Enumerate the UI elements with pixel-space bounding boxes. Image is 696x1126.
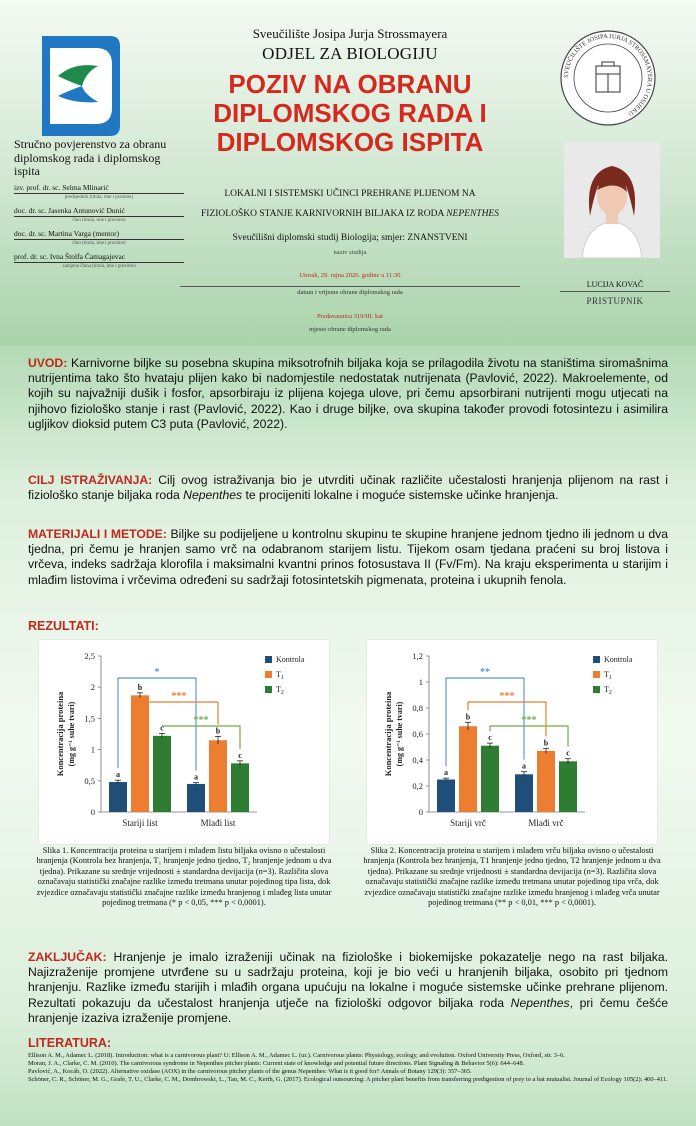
bar (109, 782, 127, 812)
legend-subscript: 1 (608, 675, 612, 681)
y-tick-label: 0,5 (84, 775, 95, 786)
significance-letter: a (116, 770, 120, 780)
intro-text: Karnivorne biljke su posebna skupina miksotrofnih biljaka koja se prilagodila životu na staništima siromašnima nutrijentima tako što hvataju plijen kako bi nadomjestile nedostatak nutrijenata (Pavlović, 2022). Makroelemente, od kojih su najvažniji dušik i fosfor, apsorbiraju iz plijena kojega ulove, pri čemu apsorbirani nutrijenti mogu utjecati na njihovo fiziološko stanje i rast (Pavlović, 2022). Kao i druge biljke, ova skupina također provodi fotosintezu i asimilira ugljikov dioksid putem C3 puta (Pavlović, 2022). (28, 356, 668, 431)
university-name: Sveučilište Josipa Jurja Strossmayera (252, 26, 448, 41)
aim-text: Cilj ovog istraživanja bio je utvrditi učinak različite učestalosti hranjenja plijenom na rast i fiziološko stanje biljaka roda (28, 473, 668, 503)
comparison-bracket (490, 726, 568, 747)
y-tick-label: 0 (90, 807, 95, 817)
committee-heading: Stručno povjerenstvo za obranu diplomskog rada i diplomskog ispita (14, 137, 167, 178)
legend-swatch (265, 671, 272, 678)
legend-label: Kontrola (276, 655, 305, 664)
y-tick-label: 1,5 (84, 713, 95, 724)
figure-2-caption: Slika 2. Koncentracija proteina u starijem i mlađem vrču biljaka ovisno o učestalosti hranjenja (Kontrola bez hranjenja, T1 hranjenje jedno tjedno, T2 hranjenje jednom u dva tjedna). Prikazane su srednje vrijednosti ± standardna devijacija (n=3). Različita slova označavaju statistički značajne razlike između tretmana unutar pojedinog tipa vrča, dok zvjezdice označavaju statistički značajne razlike između hranjenog i mlađeg vrča unutar pojedinog tretmana (** p < 0,01, *** p < 0,0001). (363, 846, 661, 908)
defense-room-label: mjesto obrane diplomskog rada (309, 326, 391, 333)
significance-letter: b (465, 712, 471, 722)
literature-item: Moran, J. A., Clarke, C. M. (2010). The carnivorous syndrome in Nepenthes pitcher plants: Current state of knowledge and potential future directions. Plant Signaling & Behavior 5(6): 644–648. (28, 1060, 525, 1067)
bar (537, 751, 555, 812)
thesis-title-line-2: FIZIOLOŠKO STANJE KARNIVORNIH BILJAKA IZ RODA NEPENTHES (201, 209, 499, 219)
y-axis-label: Koncentracija proteina (55, 691, 65, 777)
chart-2-box (366, 639, 658, 845)
legend-swatch (593, 656, 600, 663)
bar (187, 784, 205, 812)
literature-list (28, 1052, 668, 1084)
student-photo (564, 142, 660, 258)
legend-subscript: 2 (608, 690, 612, 696)
chart-1 (39, 640, 329, 844)
significance-letter: a (444, 768, 448, 778)
conclusion-text: Hranjenje je imalo izraženiji učinak na fiziološke i biokemijske pokazatelje nego na rast biljaka. Najizraženije promjene utvrđene su u sadržaju proteina, koji je bio veći u hranjenih biljaka, osobito pri tjednom hranjenju. Razlike između starijih i mlađih organa upućuju na lokalne i moguće sistemske učinke prehrane plijenom. Rezultati pokazuju da učestalost hranjenja utječe na fiziološki odgovor biljaka roda (28, 950, 669, 1010)
intro-section (28, 356, 668, 432)
title-line-1: POZIV NA OBRANU (228, 69, 472, 99)
thesis-genus: NEPENTHES (446, 209, 499, 219)
aim-heading: CILJ ISTRAŽIVANJA: (28, 473, 153, 487)
university-seal (558, 28, 658, 128)
literature-item: Pavlović, A., Kocáb, O. (2022). Alternative oxidase (AOX) in the carnivorous pitcher plants of the genus Nepenthes: What is it good for? Annals of Botany 129(3): 357–365. (28, 1068, 472, 1075)
literature-heading: LITERATURA: (28, 1036, 112, 1050)
bar (153, 736, 171, 812)
y-tick-label: 2,5 (84, 651, 95, 661)
member-role: zamjena člana (titula, ime i prezime) (62, 264, 136, 269)
conclusion-section (28, 950, 668, 1026)
y-tick-label: 1 (418, 677, 423, 687)
bar (559, 761, 577, 812)
y-tick-label: 0,8 (412, 703, 423, 713)
bar (231, 763, 249, 812)
methods-text: Biljke su podijeljene u kontrolnu skupinu te skupine hranjene jednom tjedno ili jednom u dva tjedna, pri čemu je hranjen samo vrč na odabranom starijem listu. Tijekom osam tjedana praćeni su broj listova i vrčeva, indeks sadržaja klorofila i maksimalni kvantni prinos fotosustava II (Fv/Fm). Na kraju eksperimenta u starijim i mlađim listovima i vrčevima određeni su sadržaji fotosintetskih pigmenata, proteina i ukupnih fenola. (28, 527, 669, 587)
legend-label: $T_2$ (604, 685, 612, 696)
comparison-bracket (162, 726, 240, 749)
y-tick-label: 2 (90, 682, 95, 693)
conclusion-heading: ZAKLJUČAK: (28, 950, 107, 964)
bar (459, 726, 477, 812)
comparison-stars: *** (521, 715, 537, 726)
comparison-stars: *** (193, 715, 209, 726)
y-tick-label: 0,2 (412, 781, 423, 791)
bar (131, 695, 149, 812)
defense-date: Utorak, 29. rujna 2026. godine u 11:30 (299, 272, 401, 279)
seal-text: SVEUČILIŠTE JOSIPA JURJA STROSSMAYERA U OSIJEKU (562, 32, 654, 118)
chart-1-box (38, 639, 330, 845)
y-tick-label: 0,4 (412, 755, 423, 765)
legend-swatch (265, 656, 272, 663)
comparison-stars: ** (480, 667, 490, 678)
legend-label: $T_1$ (276, 670, 284, 681)
comparison-stars: *** (171, 691, 187, 702)
chart-2 (367, 640, 657, 844)
significance-letter: b (137, 682, 143, 692)
conclusion-text-end: , pri čemu češće hranjenje izaziva izraženije promjene. (28, 995, 668, 1025)
title-line-2: DIPLOMSKOG RADA I (213, 98, 487, 128)
intro-heading: UVOD: (28, 356, 68, 370)
legend-label: Kontrola (604, 655, 633, 664)
x-category-label: Stariji list (122, 818, 158, 828)
methods-section (28, 527, 668, 588)
thesis-title-line-1: LOKALNI I SISTEMSKI UČINCI PREHRANE PLIJENOM NA (224, 189, 476, 199)
study-label: naziv studija (333, 249, 367, 256)
methods-heading: MATERIJALI I METODE: (28, 527, 167, 541)
legend-swatch (593, 686, 600, 693)
significance-letter: a (522, 761, 526, 771)
member-name: prof. dr. sc. Ivna Štolfa Čamagajevac (14, 252, 184, 263)
legend-subscript: 2 (280, 690, 284, 696)
significance-letter: c (488, 733, 492, 743)
member-role: član (titula, ime i prezime) (72, 241, 126, 246)
y-axis-label: Koncentracija proteina (383, 691, 393, 777)
x-category-label: Mlađi vrč (528, 818, 564, 828)
x-category-label: Mlađi list (200, 818, 236, 828)
member-role: predsjednik (titula, ime i prezime) (64, 195, 134, 200)
bar (481, 746, 499, 812)
member-name: doc. dr. sc. Jasenka Antunović Dunić (14, 206, 184, 217)
department-logo (36, 32, 122, 140)
results-heading: REZULTATI: (28, 619, 99, 633)
significance-letter: c (238, 750, 242, 760)
y-axis-unit: (mg g⁻¹ suhe tvari) (395, 701, 404, 767)
literature-item: Schöner, C. R., Schöner, M. G., Grafe, T. U., Clarke, C. M., Dombrowski, L., Tan, M. C., Kerth, G. (2017). Ecological outsourcing: A pitcher plant benefits from transferring predigestion of prey to a bat mutualist. Journal of Ecology 105(2): 400–411. (28, 1076, 668, 1083)
conclusion-genus: Nepenthes (510, 995, 570, 1010)
defense-date-label: datum i vrijeme obrane diplomskog rada (180, 286, 520, 296)
page-title (150, 70, 550, 157)
significance-letter: c (566, 748, 570, 758)
significance-letter: c (160, 723, 164, 733)
comparison-stars: * (154, 667, 160, 678)
legend-subscript: 1 (280, 675, 284, 681)
significance-letter: b (215, 726, 221, 736)
comparison-stars: *** (499, 691, 515, 702)
department-name: ODJEL ZA BIOLOGIJU (262, 44, 438, 63)
y-axis-unit: (mg g⁻¹ suhe tvari) (67, 701, 76, 767)
member-role: član (titula, ime i prezime) (72, 218, 126, 223)
y-tick-label: 1 (90, 744, 95, 755)
legend-label: $T_1$ (604, 670, 612, 681)
y-tick-label: 1,2 (412, 651, 423, 661)
committee-member (14, 206, 184, 223)
student-name: LUCIJA KOVAČ (560, 280, 670, 292)
legend-swatch (593, 671, 600, 678)
student-role: PRISTUPNIK (586, 296, 644, 306)
defense-room: Predavaonica 319/III. kat (317, 313, 383, 320)
aim-section (28, 473, 668, 503)
x-category-label: Stariji vrč (450, 818, 486, 828)
y-tick-label: 0 (418, 807, 423, 817)
member-name: doc. dr. sc. Martina Varga (mentor) (14, 229, 184, 240)
study-program: Sveučilišni diplomski studij Biologija; smjer: ZNANSTVENI (232, 233, 468, 243)
significance-letter: b (543, 738, 549, 748)
bar (209, 740, 227, 812)
committee-member (14, 183, 184, 200)
aim-genus: Nepenthes (183, 488, 243, 503)
legend-swatch (265, 686, 272, 693)
literature-item: Ellison A. M., Adamec L. (2018). Introduction: what is a carnivorous plant? U: Ellison A. M., Adamec L. (ur.). Carnivorous plants: Physiology, ecology, and evolution. Oxford University Press, Oxford, str. 3–6. (28, 1052, 565, 1059)
legend-label: $T_2$ (276, 685, 284, 696)
member-name: izv. prof. dr. sc. Selma Mlinarić (14, 183, 184, 194)
bar (437, 780, 455, 813)
significance-letter: a (194, 772, 198, 782)
bar (515, 774, 533, 812)
y-tick-label: 0,6 (412, 729, 423, 739)
title-line-3: DIPLOMSKOG ISPITA (216, 127, 484, 157)
committee-member (14, 252, 184, 269)
aim-text-end: te procijeniti lokalne i moguće sistemske učinke hranjenja. (245, 488, 559, 503)
figure-1-caption: Slika 1. Koncentracija proteina u starijem i mlađem listu biljaka ovisno o učestalosti hranjenja (Kontrola bez hranjenja, T₁ hranjenje jedno tjedno, T₂ hranjenje jednom u dva tjedna). Prikazane su srednje vrijednosti ± standardna devijacija (n=3). Različita slova označavaju statistički značajne razlike između tretmana unutar pojedinog tipa lista, dok zvjezdice označavaju statistički značajne razlike između hranjenog i mlađeg lista unutar pojedinog tretmana (* p < 0,05, *** p < 0,0001). (36, 846, 332, 908)
committee-member (14, 229, 184, 246)
